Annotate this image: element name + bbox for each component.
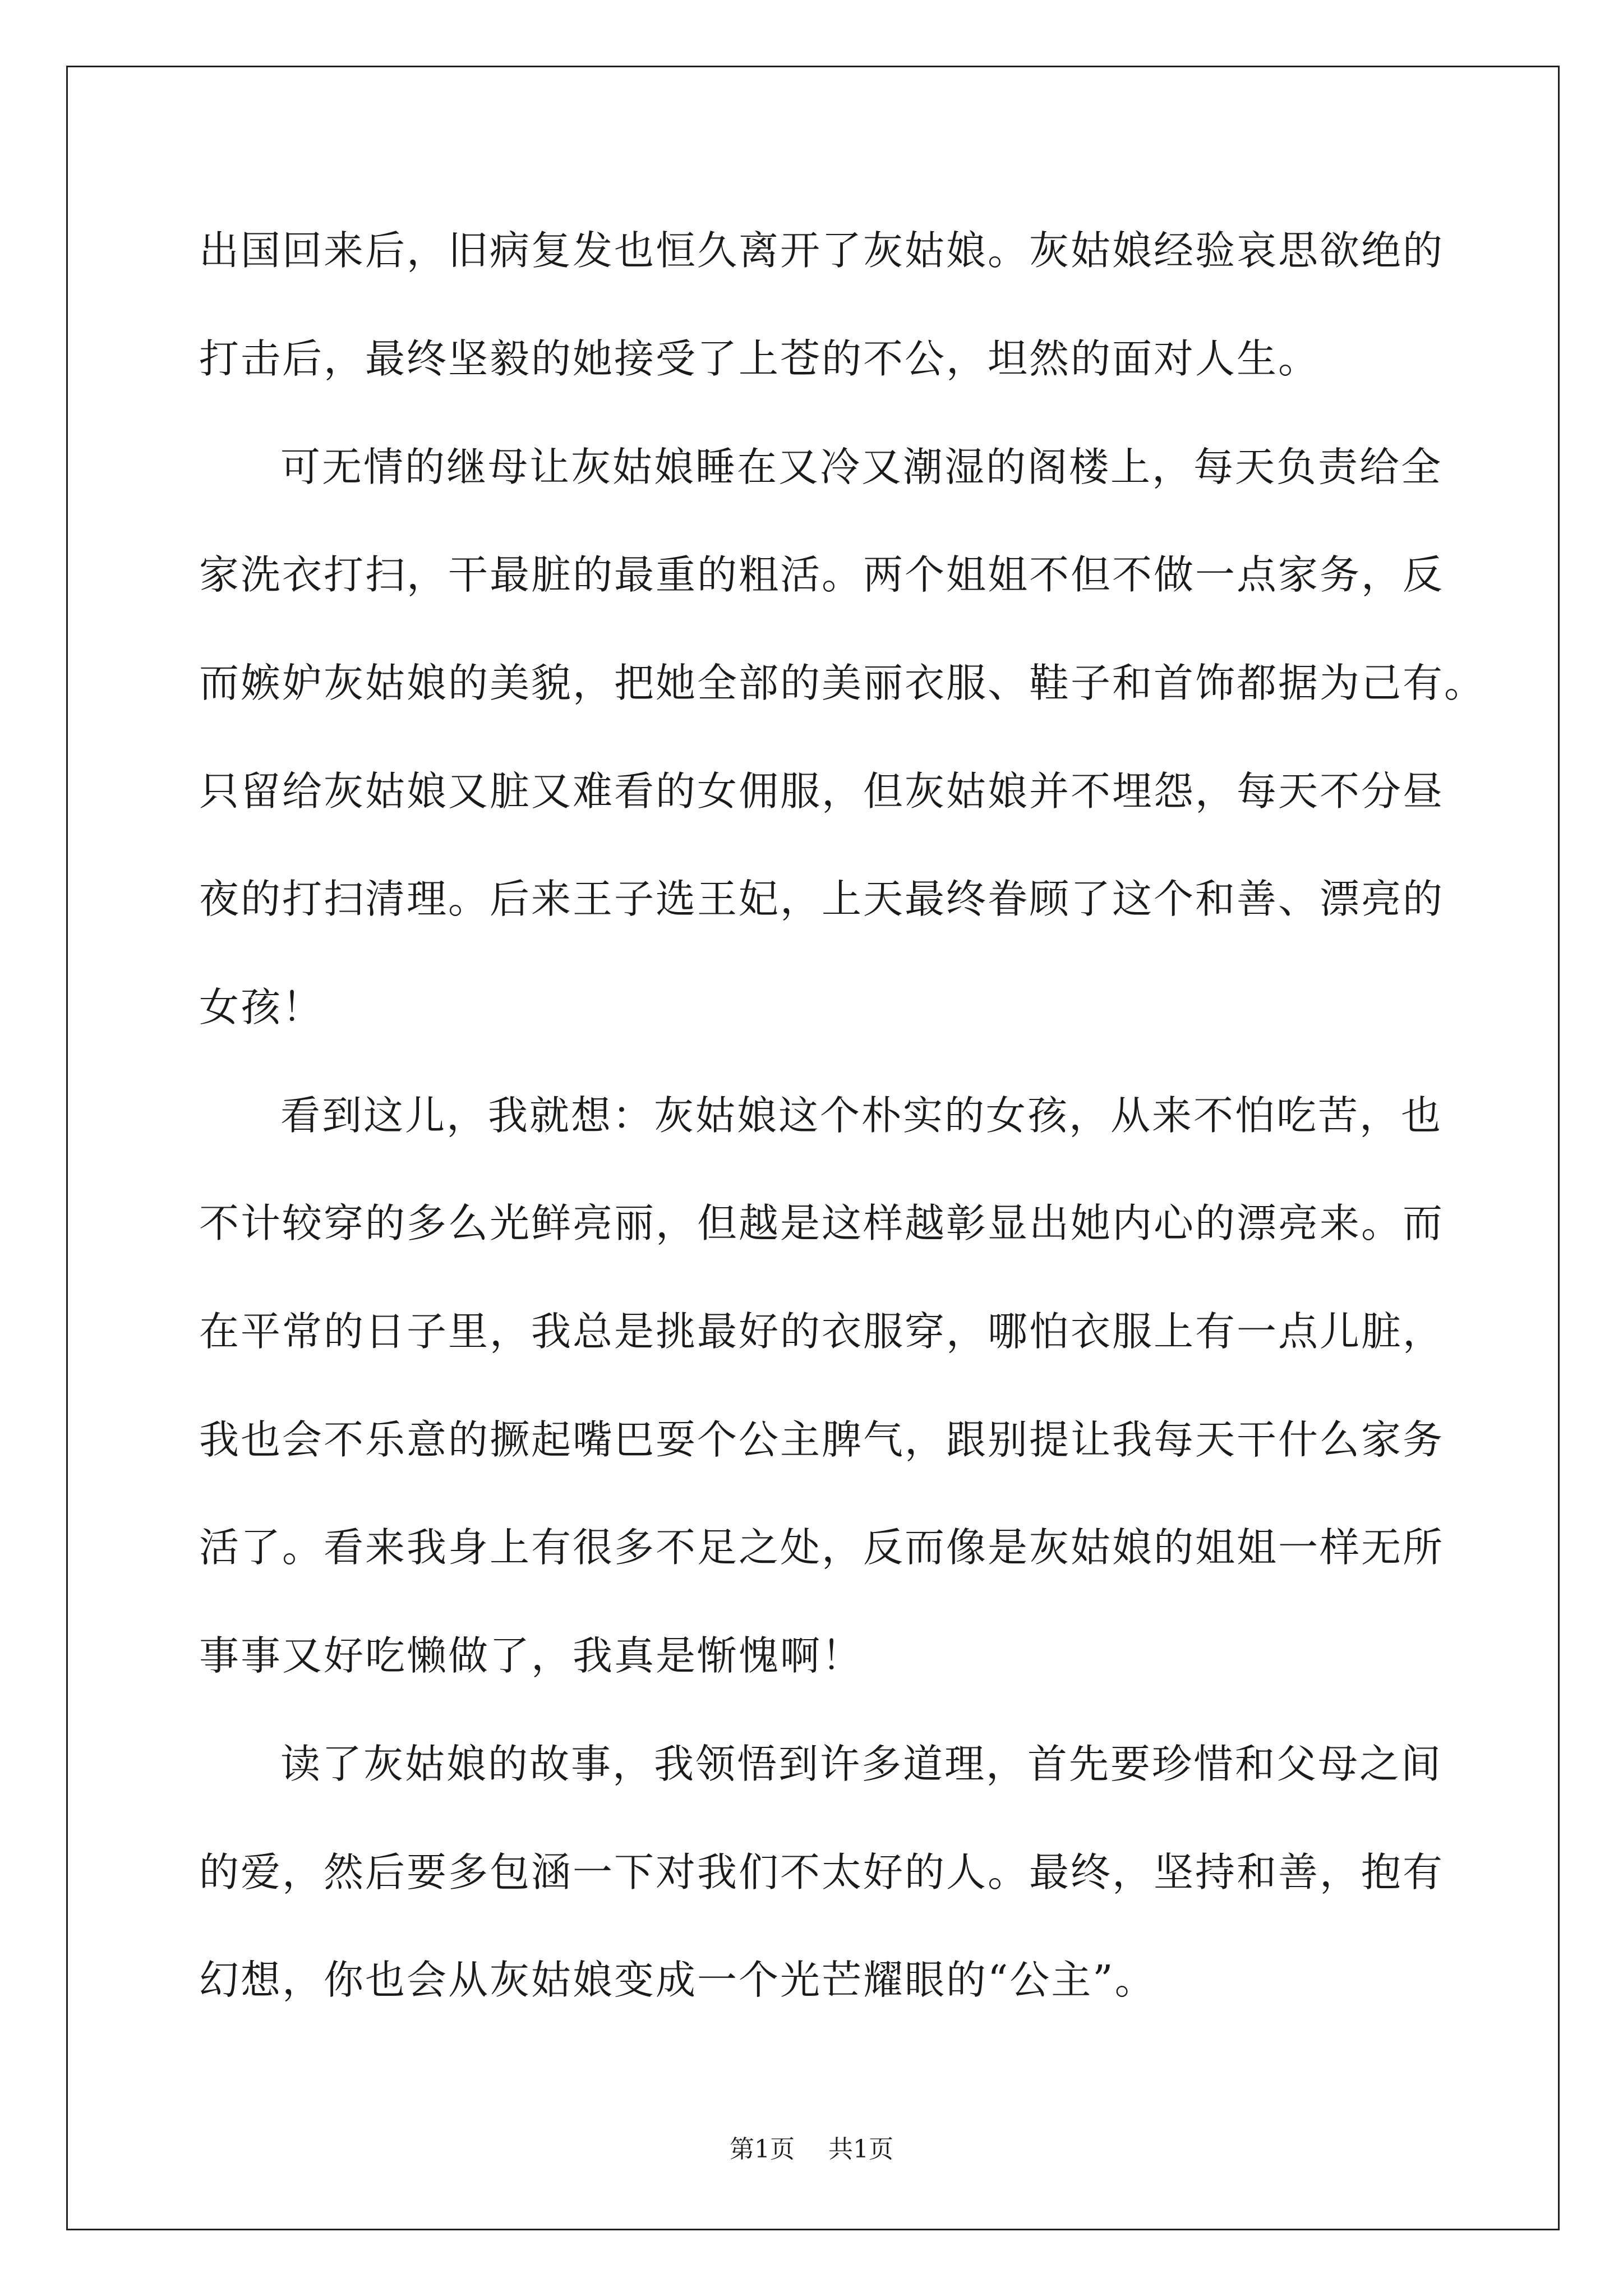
- text-line: 事事又好吃懒做了，我真是惭愧啊！: [199, 1632, 864, 1679]
- text-line: 可无情的继母让灰姑娘睡在又冷又潮湿的阁楼上，每天负责给全: [280, 444, 1443, 490]
- text-line: 活了。看来我身上有很多不足之处，反而像是灰姑娘的姐姐一样无所: [199, 1524, 1445, 1571]
- text-line: 不计较穿的多么光鲜亮丽，但越是这样越彰显出她内心的漂亮来。而: [199, 1200, 1445, 1246]
- text-line: 只留给灰姑娘又脏又难看的女佣服，但灰姑娘并不埋怨，每天不分昼: [199, 768, 1445, 815]
- text-line: 打击后，最终坚毅的她接受了上苍的不公，坦然的面对人生。: [199, 335, 1320, 382]
- text-line: 而嫉妒灰姑娘的美貌，把她全部的美丽衣服、鞋子和首饰都据为己有。: [199, 660, 1486, 706]
- page-footer: [0, 2129, 1623, 2165]
- text-line: 出国回来后，旧病复发也恒久离开了灰姑娘。灰姑娘经验哀思欲绝的: [199, 227, 1445, 274]
- text-line: 看到这儿，我就想：灰姑娘这个朴实的女孩，从来不怕吃苦，也: [280, 1092, 1443, 1139]
- text-line: 我也会不乐意的撅起嘴巴耍个公主脾气，跟别提让我每天干什么家务: [199, 1416, 1445, 1463]
- text-line: 女孩！: [199, 984, 324, 1030]
- text-line: 读了灰姑娘的故事，我领悟到许多道理，首先要珍惜和父母之间: [280, 1741, 1443, 1787]
- page-total: 共1页: [828, 2135, 893, 2164]
- page-number: 第1页: [730, 2135, 795, 2164]
- text-line: 幻想，你也会从灰姑娘变成一个光芒耀眼的“公主”。: [199, 1957, 1156, 2003]
- text-line: 在平常的日子里，我总是挑最好的衣服穿，哪怕衣服上有一点儿脏，: [199, 1308, 1445, 1355]
- text-line: 家洗衣打扫，干最脏的最重的粗活。两个姐姐不但不做一点家务，反: [199, 551, 1445, 598]
- text-line: 的爱，然后要多包涵一下对我们不太好的人。最终，坚持和善，抱有: [199, 1849, 1445, 1895]
- text-line: 夜的打扫清理。后来王子选王妃，上天最终眷顾了这个和善、漂亮的: [199, 876, 1445, 922]
- page-border: [66, 66, 1560, 2230]
